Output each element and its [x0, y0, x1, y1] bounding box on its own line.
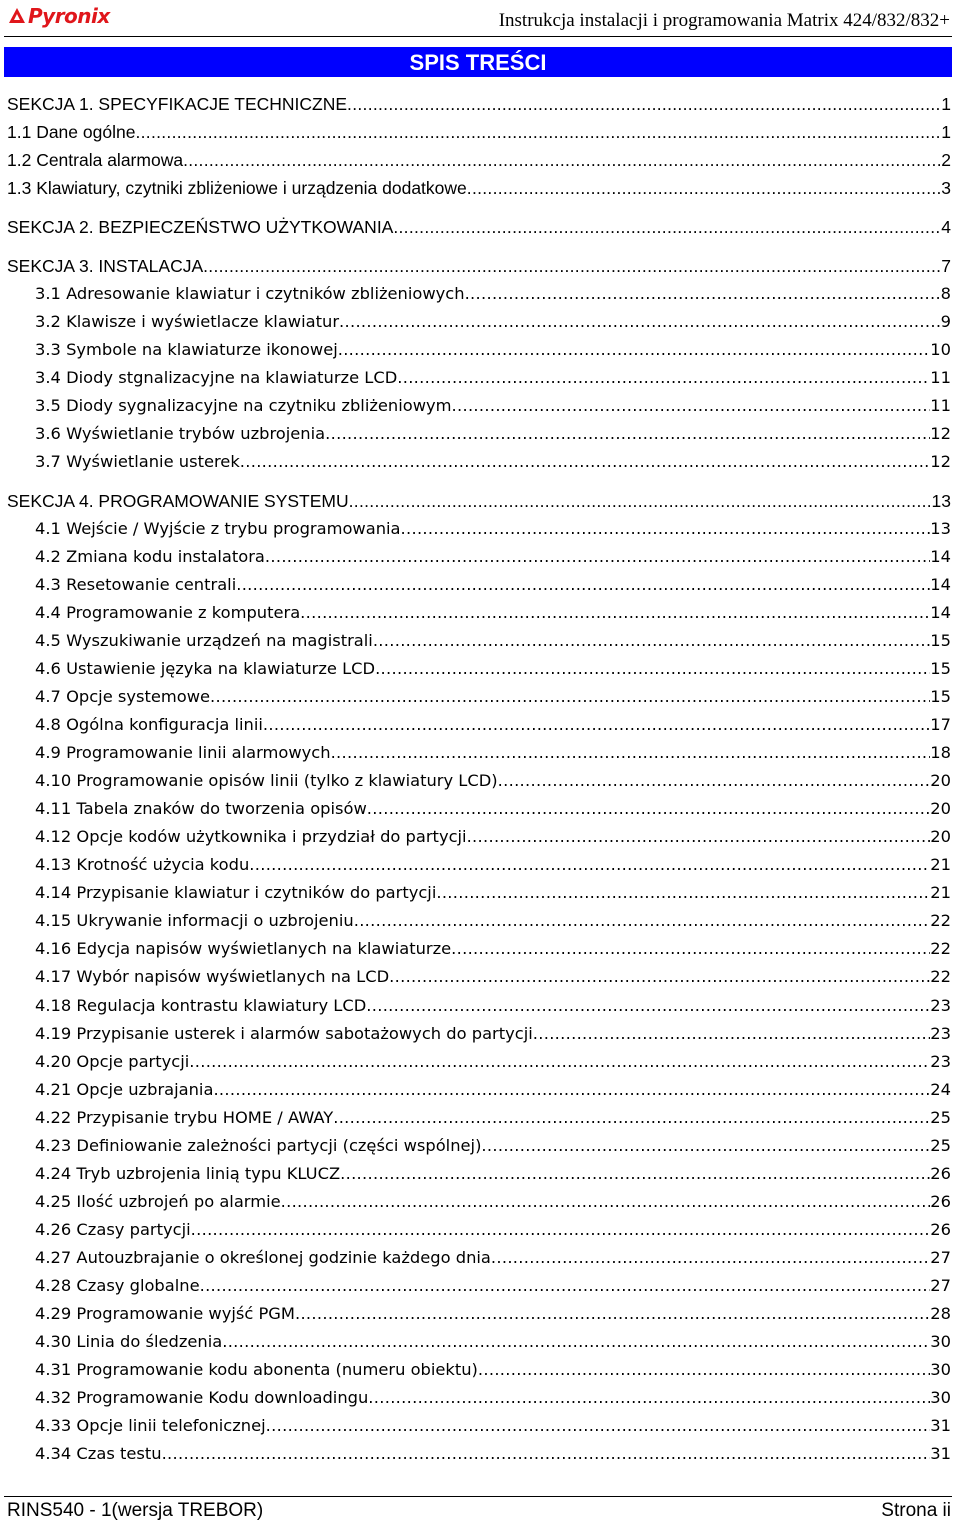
toc-dot-leader	[354, 911, 931, 931]
toc-entry[interactable]	[0, 994, 951, 1016]
toc-entry-title: SEKCJA 2. BEZPIECZEŃSTWO UŻYTKOWANIA	[7, 217, 394, 237]
toc-entry[interactable]	[0, 176, 951, 198]
toc-section-entry[interactable]	[0, 92, 951, 114]
toc-entry[interactable]	[0, 937, 951, 959]
toc-entry-page: 2	[941, 150, 951, 170]
toc-dot-leader	[189, 1052, 930, 1072]
footer-doc-code: RINS540 - 1(wersja TREBOR)	[7, 1500, 264, 1521]
toc-entry-page: 1	[941, 94, 951, 114]
toc-entry-title: 4.4 Programowanie z komputera	[35, 603, 301, 622]
toc-entry[interactable]	[0, 713, 951, 735]
toc-entry[interactable]	[0, 657, 951, 679]
toc-entry-page: 26	[930, 1192, 951, 1211]
toc-entry-page: 25	[930, 1136, 951, 1155]
toc-dot-leader	[266, 1416, 931, 1436]
toc-entry-title: 4.24 Tryb uzbrojenia linią typu KLUCZ	[35, 1164, 341, 1183]
toc-entry-page: 23	[930, 996, 951, 1015]
toc-dot-leader	[397, 368, 930, 388]
toc-entry[interactable]	[0, 1442, 951, 1464]
toc-entry[interactable]	[0, 1274, 951, 1296]
toc-entry[interactable]	[0, 881, 951, 903]
toc-entry-title: 4.15 Ukrywanie informacji o uzbrojeniu	[35, 911, 354, 930]
toc-dot-leader	[249, 855, 930, 875]
toc-entry[interactable]	[0, 797, 951, 819]
toc-entry-title: 4.12 Opcje kodów użytkownika i przydział do partycji	[35, 827, 467, 846]
toc-entry[interactable]	[0, 310, 951, 332]
toc-entry-title: 3.3 Symbole na klawiaturze ikonowej	[35, 340, 338, 359]
toc-dot-leader	[339, 312, 941, 332]
toc-dot-leader	[191, 1220, 931, 1240]
toc-entry-page: 1	[941, 122, 951, 142]
toc-entry[interactable]	[0, 148, 951, 170]
toc-entry-page: 24	[930, 1080, 951, 1099]
toc-entry-title: 4.29 Programowanie wyjść PGM	[35, 1304, 295, 1323]
toc-entry-title: 4.32 Programowanie Kodu downloadingu	[35, 1388, 369, 1407]
toc-entry-title: 4.34 Czas testu	[35, 1444, 162, 1463]
toc-entry[interactable]	[0, 1386, 951, 1408]
toc-entry-title: 3.4 Diody stgnalizacyjne na klawiaturze LCD	[35, 368, 398, 387]
toc-entry-title: 4.33 Opcje linii telefonicznej	[35, 1416, 266, 1435]
toc-dot-leader	[478, 1360, 930, 1380]
toc-dot-leader	[240, 452, 931, 472]
pyronix-logo-icon	[7, 6, 27, 26]
toc-entry-page: 4	[941, 217, 951, 237]
toc-dot-leader	[295, 1304, 930, 1324]
toc-entry[interactable]	[0, 965, 951, 987]
toc-section-entry[interactable]	[0, 215, 951, 237]
toc-dot-leader	[210, 687, 930, 707]
toc-entry[interactable]	[0, 825, 951, 847]
toc-dot-leader	[451, 939, 930, 959]
toc-entry[interactable]	[0, 1134, 951, 1156]
toc-entry-page: 8	[940, 284, 951, 303]
toc-entry-page: 12	[930, 424, 951, 443]
toc-entry[interactable]	[0, 1078, 951, 1100]
toc-entry[interactable]	[0, 1022, 951, 1044]
toc-entry[interactable]	[0, 573, 951, 595]
toc-entry-title: 4.17 Wybór napisów wyświetlanych na LCD	[35, 967, 390, 986]
toc-entry-page: 17	[930, 715, 951, 734]
toc-entry-page: 26	[930, 1220, 951, 1239]
toc-entry-page: 7	[941, 256, 951, 276]
toc-dot-leader	[393, 217, 941, 237]
toc-entry-page: 31	[930, 1444, 951, 1463]
toc-entry-title: 4.10 Programowanie opisów linii (tylko z klawiatury LCD)	[35, 771, 498, 790]
toc-entry[interactable]	[0, 769, 951, 791]
toc-entry-title: 1.3 Klawiatury, czytniki zbliżeniowe i urządzenia dodatkowe	[7, 178, 467, 198]
toc-entry-title: 4.19 Przypisanie usterek i alarmów sabotażowych do partycji	[35, 1024, 533, 1043]
toc-entry-page: 21	[930, 883, 951, 902]
toc-entry[interactable]	[0, 1218, 951, 1240]
toc-dot-leader	[491, 1248, 930, 1268]
toc-entry-title: 4.1 Wejście / Wyjście z trybu programowania	[35, 519, 401, 538]
toc-entry-title: 4.26 Czasy partycji	[35, 1220, 191, 1239]
toc-entry-title: 4.8 Ogólna konfiguracja linii	[35, 715, 263, 734]
toc-dot-leader	[465, 284, 941, 304]
toc-dot-leader	[467, 827, 931, 847]
toc-entry-title: 4.5 Wyszukiwanie urządzeń na magistrali	[35, 631, 373, 650]
toc-entry-page: 18	[930, 743, 951, 762]
toc-dot-leader	[467, 178, 941, 198]
toc-dot-leader	[222, 1332, 930, 1352]
toc-entry-page: 26	[930, 1164, 951, 1183]
toc-entry-title: 3.7 Wyświetlanie usterek	[35, 452, 240, 471]
toc-dot-leader	[498, 771, 931, 791]
toc-dot-leader	[300, 603, 930, 623]
toc-dot-leader	[368, 1388, 930, 1408]
toc-entry-page: 20	[930, 799, 951, 818]
toc-entry[interactable]	[0, 741, 951, 763]
toc-entry-title: 3.5 Diody sygnalizacyjne na czytniku zbliżeniowym	[35, 396, 452, 415]
toc-entry-page: 3	[941, 178, 951, 198]
toc-dot-leader	[452, 396, 931, 416]
toc-dot-leader	[203, 256, 941, 276]
toc-entry-title: 4.21 Opcje uzbrajania	[35, 1080, 214, 1099]
toc-entry[interactable]	[0, 1106, 951, 1128]
toc-entry-title: SEKCJA 4. PROGRAMOWANIE SYSTEMU	[7, 491, 349, 511]
page-header	[0, 0, 960, 44]
toc-entry-page: 15	[930, 687, 951, 706]
toc-entry-page: 11	[930, 368, 951, 387]
toc-entry-page: 21	[930, 855, 951, 874]
toc-entry-title: 4.28 Czasy globalne	[35, 1276, 200, 1295]
toc-entry[interactable]	[0, 853, 951, 875]
toc-entry-page: 20	[930, 827, 951, 846]
toc-section-entry[interactable]	[0, 489, 951, 511]
toc-entry-page: 23	[930, 1052, 951, 1071]
toc-entry[interactable]	[0, 1190, 951, 1212]
pyronix-logo	[7, 4, 110, 28]
footer-page-number: Strona ii	[881, 1500, 951, 1521]
toc-entry[interactable]	[0, 338, 951, 360]
toc-entry-title: 4.27 Autouzbrajanie o określonej godzinie każdego dnia	[35, 1248, 491, 1267]
toc-entry-title: 4.20 Opcje partycji	[35, 1052, 190, 1071]
toc-entry[interactable]	[0, 1246, 951, 1268]
toc-entry-page: 14	[930, 547, 951, 566]
toc-entry-title: 4.31 Programowanie kodu abonenta (numeru obiektu)	[35, 1360, 478, 1379]
toc-entry[interactable]	[0, 366, 951, 388]
toc-entry-page: 12	[930, 452, 951, 471]
toc-dot-leader	[340, 1164, 930, 1184]
toc-dot-leader	[347, 94, 941, 114]
toc-dot-leader	[481, 1136, 930, 1156]
toc-entry-page: 27	[930, 1276, 951, 1295]
logo-text: Pyronix	[28, 4, 110, 28]
toc-entry-page: 30	[930, 1360, 951, 1379]
toc-entry-title: 4.11 Tabela znaków do tworzenia opisów	[35, 799, 367, 818]
toc-entry[interactable]	[0, 422, 951, 444]
toc-entry-title: 4.13 Krotność użycia kodu	[35, 855, 250, 874]
toc-entry-page: 13	[930, 519, 951, 538]
toc-dot-leader	[236, 575, 930, 595]
toc-dot-leader	[375, 659, 930, 679]
toc-dot-leader	[183, 150, 941, 170]
toc-section-entry[interactable]	[0, 254, 951, 276]
toc-entry-title: 1.1 Dane ogólne	[7, 122, 136, 142]
footer-divider	[4, 1496, 952, 1497]
toc-entry-title: 4.6 Ustawienie języka na klawiaturze LCD	[35, 659, 376, 678]
toc-entry-page: 25	[930, 1108, 951, 1127]
toc-entry-page: 23	[930, 1024, 951, 1043]
toc-entry-page: 28	[930, 1304, 951, 1323]
toc-entry-title: 4.18 Regulacja kontrastu klawiatury LCD	[35, 996, 367, 1015]
toc-entry[interactable]	[0, 545, 951, 567]
toc-dot-leader	[436, 883, 930, 903]
toc-entry-title: 3.2 Klawisze i wyświetlacze klawiatur	[35, 312, 340, 331]
toc-dot-leader	[325, 424, 930, 444]
toc-entry-title: 4.9 Programowanie linii alarmowych	[35, 743, 331, 762]
header-divider	[4, 36, 952, 37]
toc-entry-title: 1.2 Centrala alarmowa	[7, 150, 184, 170]
toc-entry-title: 4.2 Zmiana kodu instalatora	[35, 547, 265, 566]
toc-dot-leader	[331, 743, 931, 763]
toc-entry-page: 13	[931, 491, 951, 511]
toc-dot-leader	[367, 799, 930, 819]
document-title: Instrukcja instalacji i programowania Matrix 424/832/832+	[498, 10, 950, 31]
toc-dot-leader	[265, 547, 930, 567]
toc-dot-leader	[389, 967, 930, 987]
toc-entry-page: 31	[930, 1416, 951, 1435]
toc-entry-title: SEKCJA 3. INSTALACJA	[7, 256, 204, 276]
toc-entry[interactable]	[0, 1162, 951, 1184]
toc-entry[interactable]	[0, 1358, 951, 1380]
toc-entry-page: 9	[940, 312, 951, 331]
toc-entry-title: SEKCJA 1. SPECYFIKACJE TECHNICZNE	[7, 94, 348, 114]
toc-entry[interactable]	[0, 120, 951, 142]
toc-entry[interactable]	[0, 1330, 951, 1352]
toc-entry-page: 27	[930, 1248, 951, 1267]
toc-entry-page: 22	[930, 939, 951, 958]
toc-entry-page: 15	[930, 631, 951, 650]
toc-entry[interactable]	[0, 1302, 951, 1324]
toc-dot-leader	[401, 519, 931, 539]
toc-entry[interactable]	[0, 601, 951, 623]
toc-entry-page: 30	[930, 1388, 951, 1407]
toc-dot-leader	[338, 340, 931, 360]
toc-dot-leader	[373, 631, 930, 651]
toc-entry-title: 3.6 Wyświetlanie trybów uzbrojenia	[35, 424, 326, 443]
toc-entry-page: 20	[930, 771, 951, 790]
toc-entry[interactable]	[0, 517, 951, 539]
toc-entry-page: 30	[930, 1332, 951, 1351]
toc-entry-title: 4.22 Przypisanie trybu HOME / AWAY	[35, 1108, 334, 1127]
toc-entry[interactable]	[0, 909, 951, 931]
toc-dot-leader	[281, 1192, 931, 1212]
toc-entry-title: 3.1 Adresowanie klawiatur i czytników zbliżeniowych	[35, 284, 465, 303]
toc-dot-leader	[333, 1108, 930, 1128]
toc-entry-page: 14	[930, 575, 951, 594]
toc-title-banner: SPIS TREŚCI	[4, 47, 952, 77]
toc-dot-leader	[213, 1080, 930, 1100]
toc-entry-page: 15	[930, 659, 951, 678]
toc-entry-title: 4.3 Resetowanie centrali	[35, 575, 237, 594]
toc-dot-leader	[200, 1276, 931, 1296]
toc-dot-leader	[349, 491, 932, 511]
toc-entry-page: 11	[930, 396, 951, 415]
toc-dot-leader	[533, 1024, 931, 1044]
toc-entry-title: 4.25 Ilość uzbrojeń po alarmie	[35, 1192, 281, 1211]
toc-entry[interactable]	[0, 282, 951, 304]
toc-entry-title: 4.30 Linia do śledzenia	[35, 1332, 223, 1351]
toc-entry[interactable]	[0, 450, 951, 472]
toc-entry[interactable]	[0, 629, 951, 651]
toc-entry-title: 4.16 Edycja napisów wyświetlanych na klawiaturze	[35, 939, 452, 958]
toc-dot-leader	[135, 122, 941, 142]
toc-entry-page: 10	[930, 340, 951, 359]
toc-dot-leader	[366, 996, 930, 1016]
toc-entry-page: 22	[930, 967, 951, 986]
toc-entry-page: 14	[930, 603, 951, 622]
toc-entry[interactable]	[0, 1050, 951, 1072]
toc-entry-title: 4.7 Opcje systemowe	[35, 687, 211, 706]
toc-entry-title: 4.14 Przypisanie klawiatur i czytników do partycji	[35, 883, 437, 902]
toc-entry[interactable]	[0, 1414, 951, 1436]
toc-entry-title: 4.23 Definiowanie zależności partycji (części wspólnej)	[35, 1136, 482, 1155]
toc-entry-page: 22	[930, 911, 951, 930]
toc-entry[interactable]	[0, 394, 951, 416]
toc-dot-leader	[162, 1444, 931, 1464]
toc-dot-leader	[263, 715, 930, 735]
toc-entry[interactable]	[0, 685, 951, 707]
